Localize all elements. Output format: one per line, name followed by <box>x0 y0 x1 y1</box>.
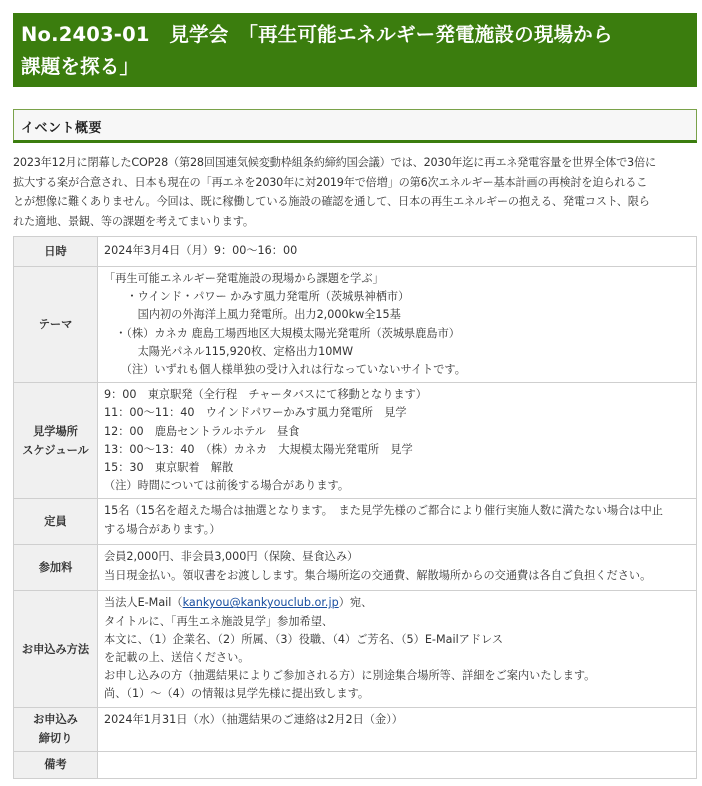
value-theme <box>98 267 697 383</box>
event-title-line-1: No.2403-01 見学会 「再生可能エネルギー発電施設の現場から <box>21 23 613 46</box>
label-deadline <box>14 707 98 751</box>
row-application <box>14 591 697 707</box>
theme-line: 国内初の外海洋上風力発電所。出力2,000kw全15基 <box>104 308 401 322</box>
application-line: を記載の上、送信ください。 <box>104 651 250 665</box>
fee-line: 会員2,000円、非会員3,000円（保険、昼食込み） <box>104 550 359 564</box>
schedule-line: 12：00 鹿島セントラルホテル 昼食 <box>104 424 300 438</box>
value-application <box>98 591 697 707</box>
capacity-line: 15名（15名を超えた場合は抽選となります。 また見学先様のご都合により催行実施人数に満たない場合は中止 <box>104 504 663 518</box>
row-remarks <box>14 751 697 778</box>
value-fee <box>98 545 697 591</box>
intro-paragraph <box>13 153 699 231</box>
intro-line: とが想像に難くありません。今回は、既に稼働している施設の確認を通して、日本の再生エネルギーの抱える、発電コスト、限ら <box>13 195 650 208</box>
row-datetime <box>14 237 697 267</box>
theme-line: （注）いずれも個人様単独の受け入れは行なっていないサイトです。 <box>104 363 466 377</box>
mail-prefix: 当法人E-Mail（ <box>104 596 183 610</box>
theme-line: ・（株）カネカ 鹿島工場西地区大規模太陽光発電所（茨城県鹿島市） <box>104 326 460 340</box>
theme-line: 太陽光パネル115,920枚、定格出力10MW <box>104 344 354 358</box>
label-deadline-line-1: お申込み <box>33 713 78 727</box>
event-details-table <box>13 236 697 779</box>
value-deadline <box>98 707 697 751</box>
schedule-line: 13：00～13：40 （株）カネカ 大規模太陽光発電所 見学 <box>104 442 413 456</box>
label-deadline-line-2: 締切り <box>38 732 73 746</box>
row-schedule <box>14 383 697 499</box>
value-schedule <box>98 383 697 499</box>
application-line: 本文に、（1）企業名、（2）所属、（3）役職、（4）ご芳名、（5）E-Mailアドレス <box>104 632 504 646</box>
row-capacity <box>14 499 697 545</box>
application-line <box>104 594 690 612</box>
label-datetime: 日時 <box>14 237 98 267</box>
row-deadline <box>14 707 697 751</box>
intro-line: 2023年12月に閉幕したCOP28（第28回国連気候変動枠組条約締約国会議）では、2030年迄に再エネ発電容量を世界全体で3倍に <box>13 156 656 169</box>
label-theme: テーマ <box>14 267 98 383</box>
theme-line: 「再生可能エネルギー発電施設の現場から課題を学ぶ」 <box>104 272 384 285</box>
email-link[interactable]: kankyou@kankyouclub.or.jp <box>182 596 339 610</box>
deadline-text: 2024年1月31日（水）（抽選結果のご連絡は2月2日（金）） <box>104 712 403 726</box>
value-remarks <box>98 751 697 778</box>
application-line: 尚、（1）～（4）の情報は見学先様に提出致します。 <box>104 687 370 701</box>
theme-line: ・ウインド・パワー かみす風力発電所（茨城県神栖市） <box>104 290 410 304</box>
value-capacity <box>98 499 697 545</box>
label-remarks: 備考 <box>14 751 98 778</box>
row-fee <box>14 545 697 591</box>
application-line: お申し込みの方（抽選結果によりご参加される方）に別途集合場所等、詳細をご案内いたします。 <box>104 669 596 683</box>
label-application: お申込み方法 <box>14 591 98 707</box>
label-fee: 参加料 <box>14 545 98 591</box>
datetime-text: 2024年3月4日（月）9：00～16：00 <box>104 244 298 258</box>
label-capacity: 定員 <box>14 499 98 545</box>
schedule-line: 11：00～11：40 ウインドパワーかみす風力発電所 見学 <box>104 406 407 420</box>
event-title-banner <box>13 13 697 87</box>
event-title-line-2: 課題を探る」 <box>21 55 140 78</box>
label-schedule-line-2: スケジュール <box>22 443 89 457</box>
capacity-line: する場合があります。） <box>104 522 221 536</box>
row-theme <box>14 267 697 383</box>
intro-line: れた適地、景観、等の課題を考えてまいります。 <box>13 214 254 228</box>
mail-suffix: ）宛、 <box>338 596 373 610</box>
value-datetime <box>98 237 697 267</box>
label-schedule-line-1: 見学場所 <box>33 424 78 438</box>
schedule-line: 9：00 東京駅発（全行程 チャータバスにて移動となります） <box>104 388 427 402</box>
intro-line: 拡大する案が合意され、日本も現在の「再エネを2030年に対2019年で倍増」の第6次エネルギー基本計画の再検討を迫られるこ <box>13 175 648 189</box>
label-schedule <box>14 383 98 499</box>
schedule-line: （注）時間については前後する場合があります。 <box>104 479 350 493</box>
schedule-line: 15：30 東京駅着 解散 <box>104 461 234 475</box>
application-line: タイトルに、「再生エネ施設見学」参加希望、 <box>104 614 334 628</box>
fee-line: 当日現金払い。領収書をお渡しします。集合場所迄の交通費、解散場所からの交通費は各自ご負担ください。 <box>104 568 652 582</box>
section-heading-event-overview: イベント概要 <box>13 109 697 141</box>
